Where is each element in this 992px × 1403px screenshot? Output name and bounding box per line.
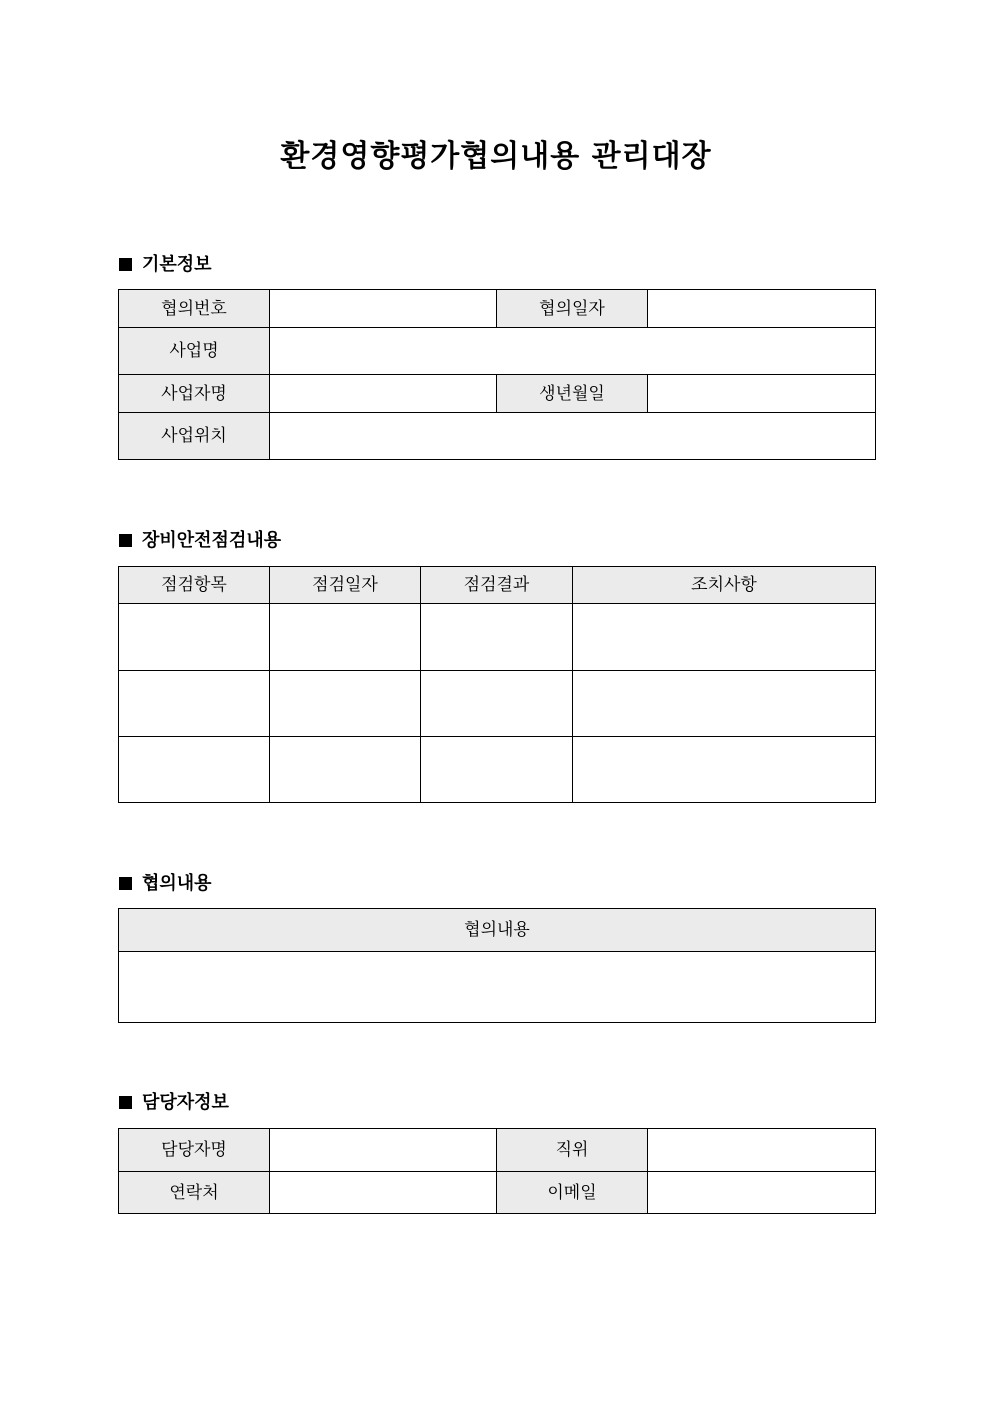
project-location-field[interactable] (270, 413, 876, 460)
column-header-inspection-result: 점검결과 (421, 567, 573, 604)
table-row (119, 604, 876, 671)
project-name-field[interactable] (270, 328, 876, 375)
consult-date-field[interactable] (648, 290, 876, 328)
consult-number-label: 협의번호 (119, 290, 270, 328)
square-bullet-icon (119, 877, 132, 890)
section-heading-label: 기본정보 (142, 254, 212, 275)
section-heading-manager-info (119, 1091, 229, 1115)
table-row (119, 328, 876, 375)
section-heading-label: 협의내용 (142, 873, 212, 894)
table-row (119, 375, 876, 413)
operator-name-label: 사업자명 (119, 375, 270, 413)
square-bullet-icon (119, 1096, 132, 1109)
email-field[interactable] (648, 1172, 876, 1214)
action-taken-cell[interactable] (573, 671, 876, 737)
table-row (119, 1129, 876, 1172)
section-heading-consultation-content (119, 872, 212, 896)
section-heading-equipment-inspection (119, 529, 281, 553)
manager-name-label: 담당자명 (119, 1129, 270, 1172)
action-taken-cell[interactable] (573, 604, 876, 671)
section-heading-basic-info (119, 253, 212, 277)
column-header-inspection-item: 점검항목 (119, 567, 270, 604)
contact-field[interactable] (270, 1172, 497, 1214)
consultation-content-table (118, 908, 876, 1023)
table-row (119, 290, 876, 328)
basic-info-table (118, 289, 876, 460)
inspection-item-cell[interactable] (119, 671, 270, 737)
table-row (119, 952, 876, 1023)
inspection-result-cell[interactable] (421, 604, 573, 671)
equipment-inspection-table (118, 566, 876, 803)
inspection-result-cell[interactable] (421, 737, 573, 803)
inspection-date-cell[interactable] (270, 604, 421, 671)
action-taken-cell[interactable] (573, 737, 876, 803)
column-header-consultation-content: 협의내용 (119, 909, 876, 952)
section-heading-label: 담당자정보 (142, 1092, 229, 1113)
table-row (119, 737, 876, 803)
operator-name-field[interactable] (270, 375, 497, 413)
birth-date-label: 생년월일 (497, 375, 648, 413)
table-header-row (119, 909, 876, 952)
inspection-item-cell[interactable] (119, 737, 270, 803)
consult-date-label: 협의일자 (497, 290, 648, 328)
consult-number-field[interactable] (270, 290, 497, 328)
inspection-item-cell[interactable] (119, 604, 270, 671)
column-header-inspection-date: 점검일자 (270, 567, 421, 604)
table-row (119, 671, 876, 737)
manager-info-table (118, 1128, 876, 1214)
manager-name-field[interactable] (270, 1129, 497, 1172)
square-bullet-icon (119, 258, 132, 271)
table-row (119, 413, 876, 460)
birth-date-field[interactable] (648, 375, 876, 413)
inspection-date-cell[interactable] (270, 671, 421, 737)
section-heading-label: 장비안전점검내용 (142, 530, 282, 551)
position-field[interactable] (648, 1129, 876, 1172)
position-label: 직위 (497, 1129, 648, 1172)
inspection-date-cell[interactable] (270, 737, 421, 803)
consultation-content-field[interactable] (119, 952, 876, 1023)
inspection-result-cell[interactable] (421, 671, 573, 737)
table-header-row (119, 567, 876, 604)
contact-label: 연락처 (119, 1172, 270, 1214)
column-header-action-taken: 조치사항 (573, 567, 876, 604)
project-location-label: 사업위치 (119, 413, 270, 460)
square-bullet-icon (119, 534, 132, 547)
page-title: 환경영향평가협의내용 관리대장 (280, 139, 712, 174)
table-row (119, 1172, 876, 1214)
email-label: 이메일 (497, 1172, 648, 1214)
project-name-label: 사업명 (119, 328, 270, 375)
